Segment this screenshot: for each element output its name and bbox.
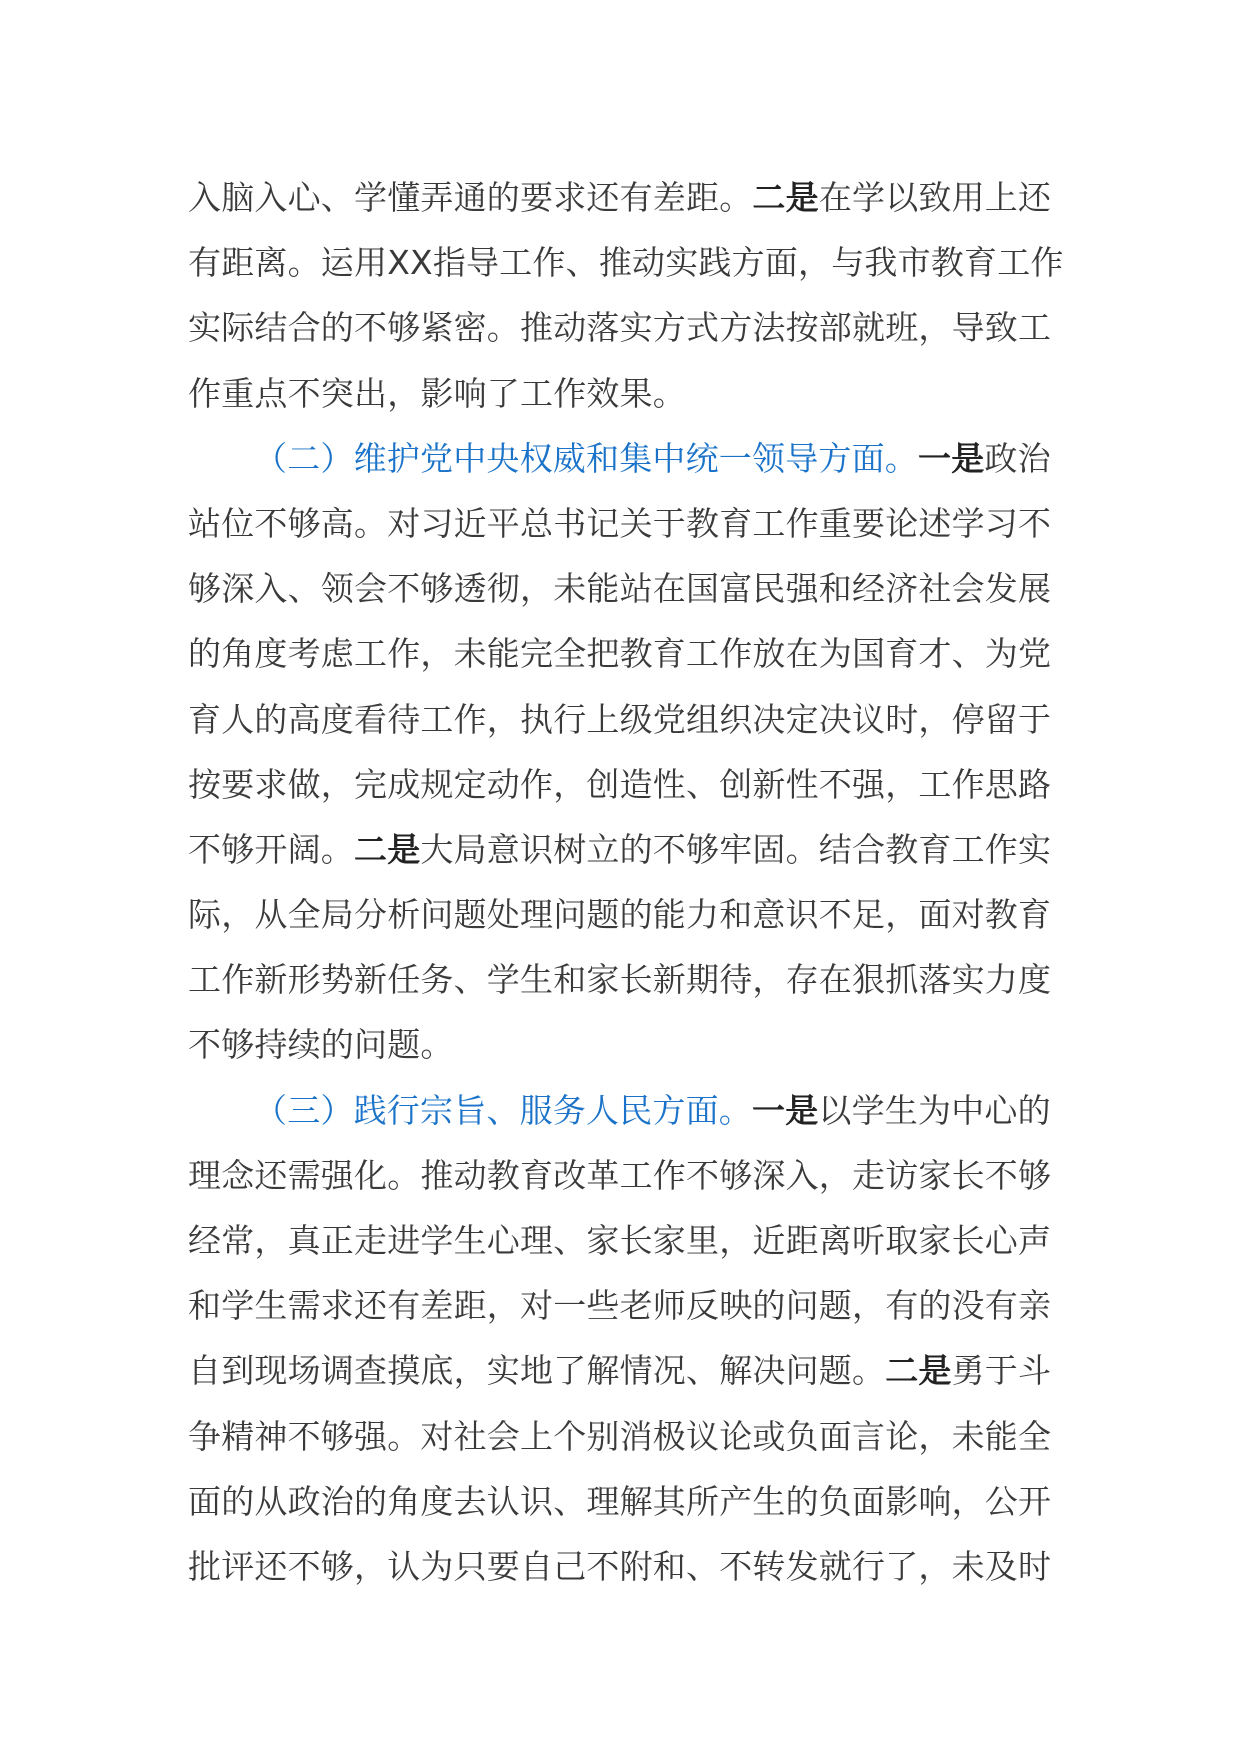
emphasis-text: 二是 [354, 829, 421, 869]
text-line: 的角度考虑工作，未能完全把教育工作放在为国育才、为党 [188, 634, 1052, 674]
text-line: 作重点不突出，影响了工作效果。 [188, 373, 686, 413]
text-run: 大局意识树立的不够牢固。结合教育工作实 [420, 829, 1052, 869]
document-body [188, 165, 1064, 1599]
emphasis-text: 二是 [885, 1351, 952, 1391]
text-line: 有距离。运用XX指导工作、推动实践方面，与我市教育工作 [188, 243, 1064, 283]
text-run: 在学以致用上还 [818, 178, 1052, 217]
text-line: 争精神不够强。对社会上个别消极议论或负面言论，未能全 [188, 1416, 1052, 1456]
text-line [188, 817, 1058, 882]
text-run: 不够开阔。 [188, 829, 354, 869]
text-line: 际，从全局分析问题处理问题的能力和意识不足，面对教育 [188, 895, 1052, 935]
text-run: 勇于斗 [951, 1351, 1052, 1391]
text-line: 不够持续的问题。 [188, 1025, 454, 1065]
section-heading-line [188, 426, 1058, 491]
text-run: 入脑入心、学懂弄通的要求还有差距。 [188, 178, 753, 217]
emphasis-text: 一是 [918, 438, 985, 478]
text-run: 以学生为中心的 [818, 1090, 1051, 1130]
text-line: 够深入、领会不够透彻，未能站在国富民强和经济社会发展 [188, 569, 1052, 609]
text-line [188, 165, 1058, 230]
section-heading-line [188, 1078, 1058, 1143]
emphasis-text: 二是 [752, 178, 819, 217]
text-line: 育人的高度看待工作，执行上级党组织决定决议时，停留于 [188, 699, 1052, 739]
text-line: 理念还需强化。推动教育改革工作不够深入，走访家长不够 [188, 1155, 1052, 1195]
text-line: 站位不够高。对习近平总书记关于教育工作重要论述学习不 [188, 503, 1052, 543]
text-line: 经常，真正走进学生心理、家长家里，近距离听取家长心声 [188, 1221, 1052, 1260]
text-line: 面的从政治的角度去认识、理解其所产生的负面影响，公开 [188, 1481, 1052, 1521]
text-line: 和学生需求还有差距，对一些老师反映的问题，有的没有亲 [188, 1286, 1052, 1326]
section-heading: （二）维护党中央权威和集中统一领导方面。 [254, 438, 918, 478]
text-run: 自到现场调查摸底，实地了解情况、解决问题。 [188, 1351, 886, 1391]
text-line: 按要求做，完成规定动作，创造性、创新性不强，工作思路 [188, 764, 1052, 804]
section-heading: （三）践行宗旨、服务人民方面。 [254, 1090, 752, 1130]
text-line: 实际结合的不够紧密。推动落实方式方法按部就班，导致工 [188, 308, 1052, 348]
text-line [188, 1338, 1058, 1403]
emphasis-text: 一是 [752, 1090, 819, 1130]
text-line: 工作新形势新任务、学生和家长新期待，存在狠抓落实力度 [188, 960, 1052, 1000]
text-run: 政治 [984, 438, 1051, 478]
text-line: 批评还不够，认为只要自己不附和、不转发就行了，未及时 [188, 1546, 1052, 1586]
